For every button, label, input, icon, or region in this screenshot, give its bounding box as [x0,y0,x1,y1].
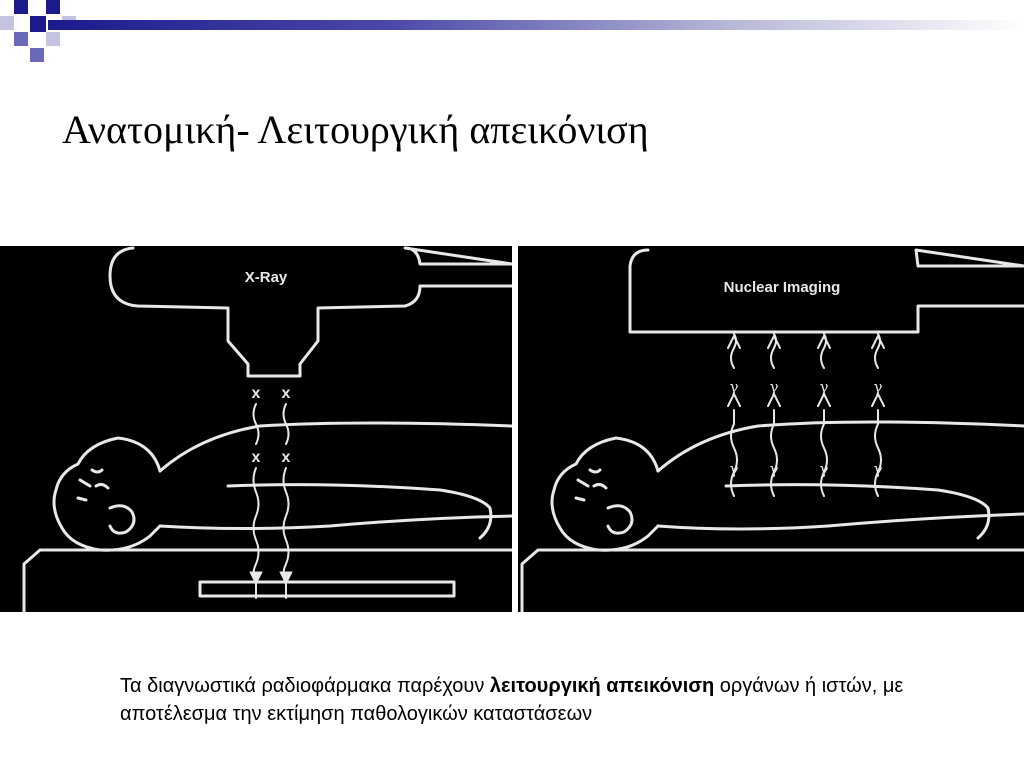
patient-body [658,422,1024,471]
xray-diagram [0,246,512,612]
xray-symbol: x [281,385,291,402]
xray-tube [110,248,512,376]
gamma-symbol: γ [769,460,779,478]
xray-symbol: x [251,449,261,466]
nuclear-imaging-figure [518,246,1024,612]
gamma-symbol: γ [873,378,883,396]
xray-detector-plate [200,582,454,596]
patient-face [78,470,108,500]
patient-table [522,550,1024,612]
gamma-symbol: γ [769,378,779,396]
gamma-symbol: γ [873,460,883,478]
caption-text-bold: λειτουργική απεικόνιση [489,675,715,697]
slide-title: Ανατομική- Λειτουργική απεικόνιση [62,107,649,152]
caption-text-end: οργάνων ή ιστών, με αποτέλεσμα την εκτίμηση παθολογικών καταστάσεων [120,675,904,725]
patient-head [552,438,658,550]
patient-body [160,516,512,529]
xray-symbol: x [281,449,291,466]
gamma-symbol: γ [819,378,829,396]
xray-label: X-Ray [244,269,288,286]
gamma-rays [728,334,884,496]
patient-face [576,470,606,500]
patient-ear [110,506,134,533]
xray-beam [251,404,261,598]
patient-head [54,438,160,550]
nuclear-imaging-diagram [518,246,1024,612]
caption-text-start: Τα διαγνωστικά ραδιοφάρμακα παρέχουν [120,675,490,697]
gamma-symbol: γ [819,460,829,478]
patient-ear [608,506,632,533]
xray-beam [281,404,291,598]
xray-symbol: x [251,385,261,402]
slide-caption [120,672,920,728]
patient-arm [228,485,491,538]
gamma-symbol: γ [729,378,739,396]
patient-body [658,514,1024,529]
xray-figure [0,246,512,612]
header-gradient-bar [48,20,1024,30]
nuclear-imaging-label: Nuclear Imaging [723,279,841,296]
patient-body [160,423,512,471]
gamma-symbol: γ [729,460,739,478]
decorative-squares [0,0,80,64]
